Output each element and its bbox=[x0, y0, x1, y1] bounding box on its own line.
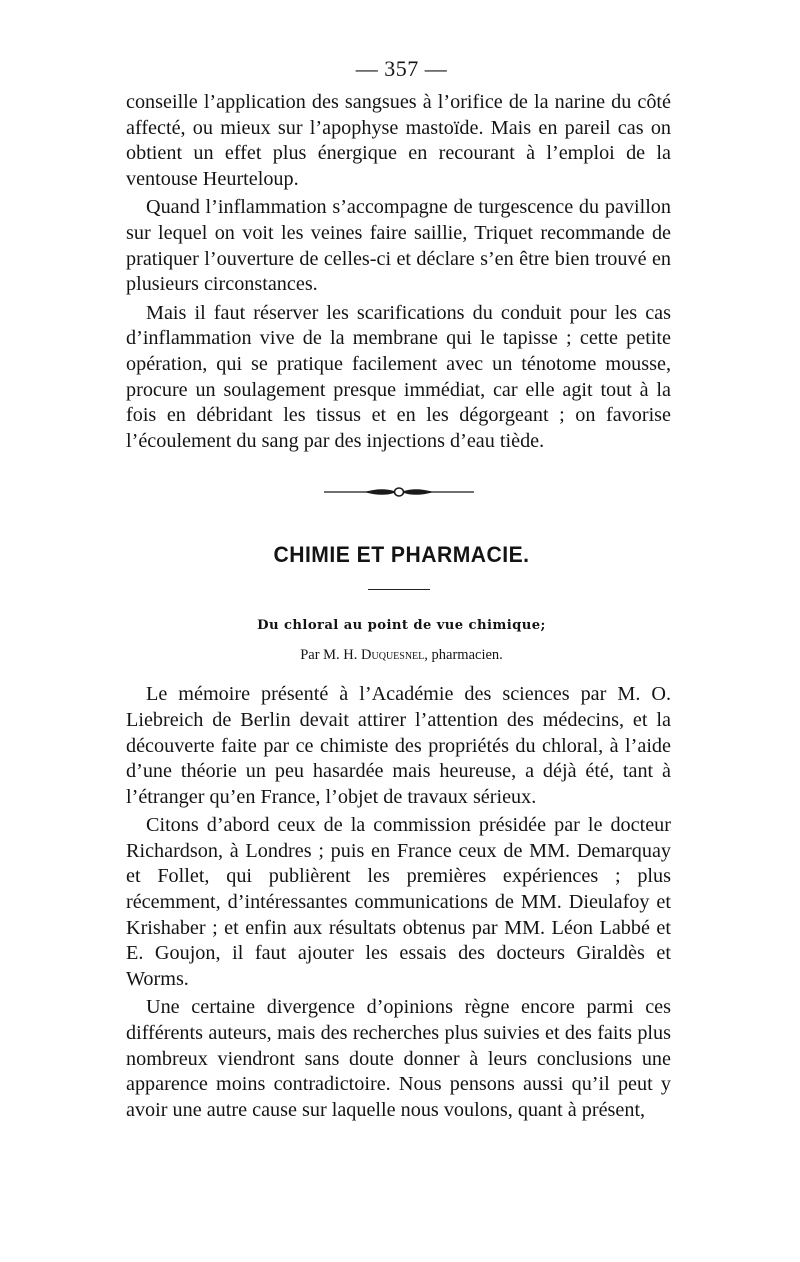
paragraph-memoire: Le mémoire présenté à l’Académie des sciences par M. O. Liebreich de Berlin devait attirer l’attention des médecins, et la découverte faite par ce chimiste des propriétés du chloral, à l’aide d’une théorie un peu hasardée mais heureuse, a déjà été, tant à l’étranger qu’en France, l’objet de travaux sérieux. bbox=[126, 683, 671, 808]
paragraph-divergence: Une certaine divergence d’opinions règne encore parmi ces différents auteurs, mais des recherches plus suivies et des faits plus nombreux viendront sans doute donner à leurs conclusions une apparence moins contradictoire. Nous pensons aussi qu’il peut y avoir une autre cause sur laquelle nous voulons, quant à présent, bbox=[126, 996, 671, 1121]
section-title: CHIMIE ET PHARMACIE. bbox=[273, 542, 530, 568]
byline-author: Duquesnel bbox=[361, 647, 425, 664]
paragraph-inflammation-pavillon: Quand l’inflammation s’accompagne de turgescence du pavillon sur lequel on voit les veines faire saillie, Triquet recommande de pratiquer l’ouverture de celles-ci et déclare s’en être bien trouvé en plusieurs circonstances. bbox=[126, 196, 671, 296]
paragraph-scarifications: Mais il faut réserver les scarifications du conduit pour les cas d’inflammation vive de la membrane qui le tapisse ; cette petite opération, qui se pratique facilement avec un ténotome mousse, procure un soulagement presque immédiat, car elle agit tout à la fois en débridant les tissus et en les dégorgeant ; on favorise l’écoulement du sang par des injections d’eau tiède. bbox=[126, 301, 671, 452]
page-number: — 357 — bbox=[355, 56, 448, 81]
article-title: Du chloral au point de vue chimique; bbox=[257, 618, 546, 634]
byline-prefix: Par M. H. bbox=[300, 647, 362, 664]
section-rule bbox=[368, 589, 430, 590]
article-byline bbox=[132, 647, 671, 664]
paragraph-citons: Citons d’abord ceux de la commission présidée par le docteur Richardson, à Londres ; puis en France ceux de MM. Demarquay et Follet, qui publièrent les premières expériences ; plus récemment, d’intéressantes communications de MM. Dieulafoy et Krishaber ; et enfin aux résultats obtenus par MM. Léon Labbé et E. Goujon, il faut ajouter les essais des docteurs Giraldès et Worms. bbox=[126, 814, 671, 990]
ornamental-divider bbox=[324, 485, 474, 499]
byline-suffix: , pharmacien. bbox=[424, 647, 503, 664]
book-page bbox=[126, 54, 671, 1123]
paragraph-continuation: conseille l’application des sangsues à l’orifice de la narine du côté affecté, ou mieux sur l’apophyse mastoïde. Mais en pareil cas on obtient un effet plus énergique en recourant à l’emploi de la ventouse Heurteloup. bbox=[126, 91, 671, 190]
